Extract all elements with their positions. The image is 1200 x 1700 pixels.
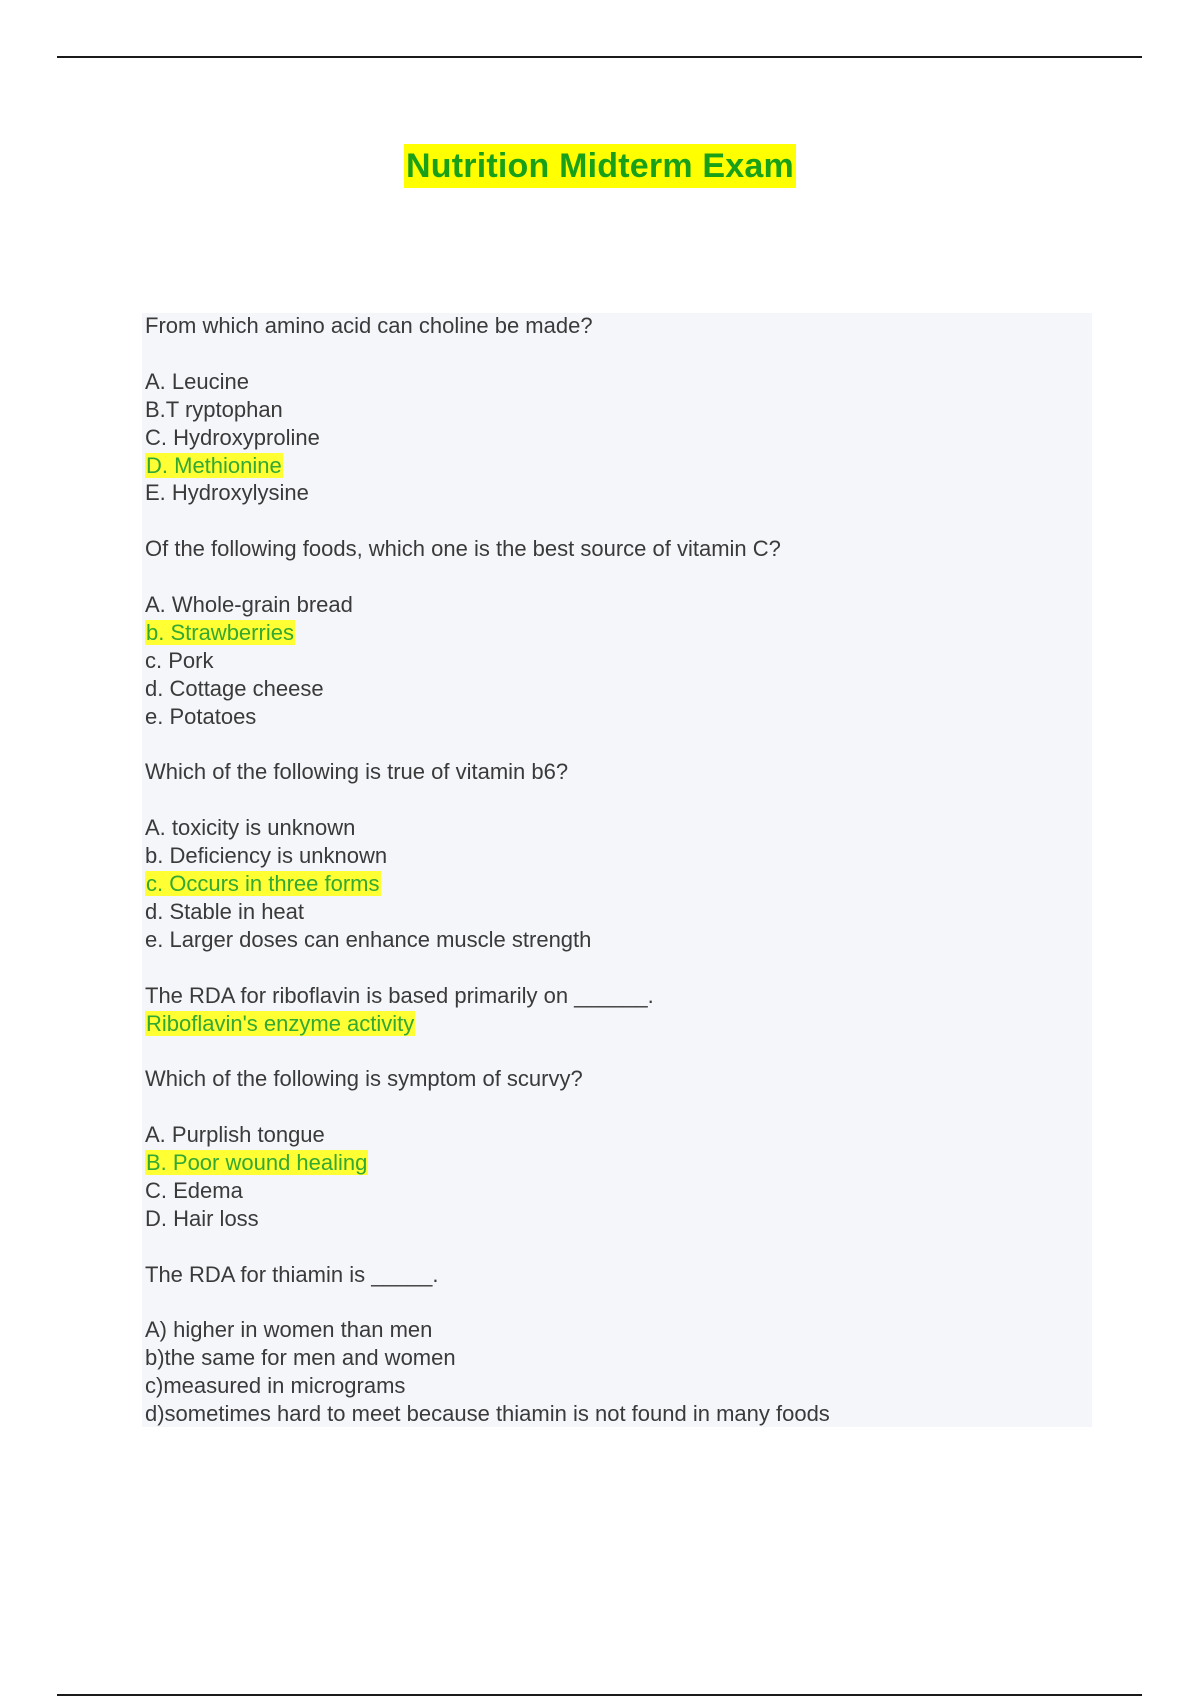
title-block bbox=[0, 144, 1200, 188]
answer-option: C. Hydroxyproline bbox=[145, 424, 320, 450]
answer-option: e. Potatoes bbox=[145, 703, 257, 729]
question-prompt: From which amino acid can choline be made? bbox=[145, 313, 593, 338]
answer-option: e. Larger doses can enhance muscle strength bbox=[145, 926, 592, 952]
answer-option-highlighted: B. Poor wound healing bbox=[146, 1150, 368, 1176]
answer-option: c. Pork bbox=[145, 647, 214, 673]
answer-option: d. Stable in heat bbox=[145, 898, 305, 924]
answer-option: B.T ryptophan bbox=[145, 396, 283, 422]
answer-option: b)the same for men and women bbox=[145, 1345, 456, 1371]
answer-option-highlighted: b. Strawberries bbox=[146, 619, 294, 645]
answer-option: c)measured in micrograms bbox=[145, 1373, 406, 1399]
answer-option: d)sometimes hard to meet because thiamin is not found in many foods bbox=[145, 1401, 830, 1427]
document-title: Nutrition Midterm Exam bbox=[404, 144, 796, 188]
answer-option: d. Cottage cheese bbox=[145, 675, 324, 701]
answer-option: b. Deficiency is unknown bbox=[145, 843, 388, 869]
answer-option: C. Edema bbox=[145, 1177, 243, 1203]
question-prompt: Which of the following is symptom of scurvy? bbox=[145, 1066, 583, 1092]
answer-option-highlighted: c. Occurs in three forms bbox=[146, 871, 380, 897]
questions-list bbox=[145, 312, 1085, 1428]
answer-option-highlighted: D. Methionine bbox=[146, 452, 282, 478]
answer-option: A. Leucine bbox=[145, 368, 249, 394]
question-prompt: The RDA for thiamin is _____. bbox=[145, 1261, 439, 1287]
answer-option: A. toxicity is unknown bbox=[145, 815, 356, 841]
question-prompt: The RDA for riboflavin is based primarily on ______. bbox=[145, 982, 654, 1008]
answer-option: E. Hydroxylysine bbox=[145, 480, 309, 506]
bottom-rule bbox=[57, 1694, 1142, 1696]
answer-option: A. Whole-grain bread bbox=[145, 592, 353, 618]
top-rule bbox=[57, 56, 1142, 58]
answer-option: D. Hair loss bbox=[145, 1205, 259, 1231]
question-prompt: Which of the following is true of vitamin b6? bbox=[145, 759, 569, 785]
answer-option: A) higher in women than men bbox=[145, 1317, 433, 1343]
question-prompt: Of the following foods, which one is the best source of vitamin C? bbox=[145, 536, 781, 562]
answer-highlighted: Riboflavin's enzyme activity bbox=[146, 1010, 415, 1036]
answer-option: A. Purplish tongue bbox=[145, 1122, 325, 1148]
